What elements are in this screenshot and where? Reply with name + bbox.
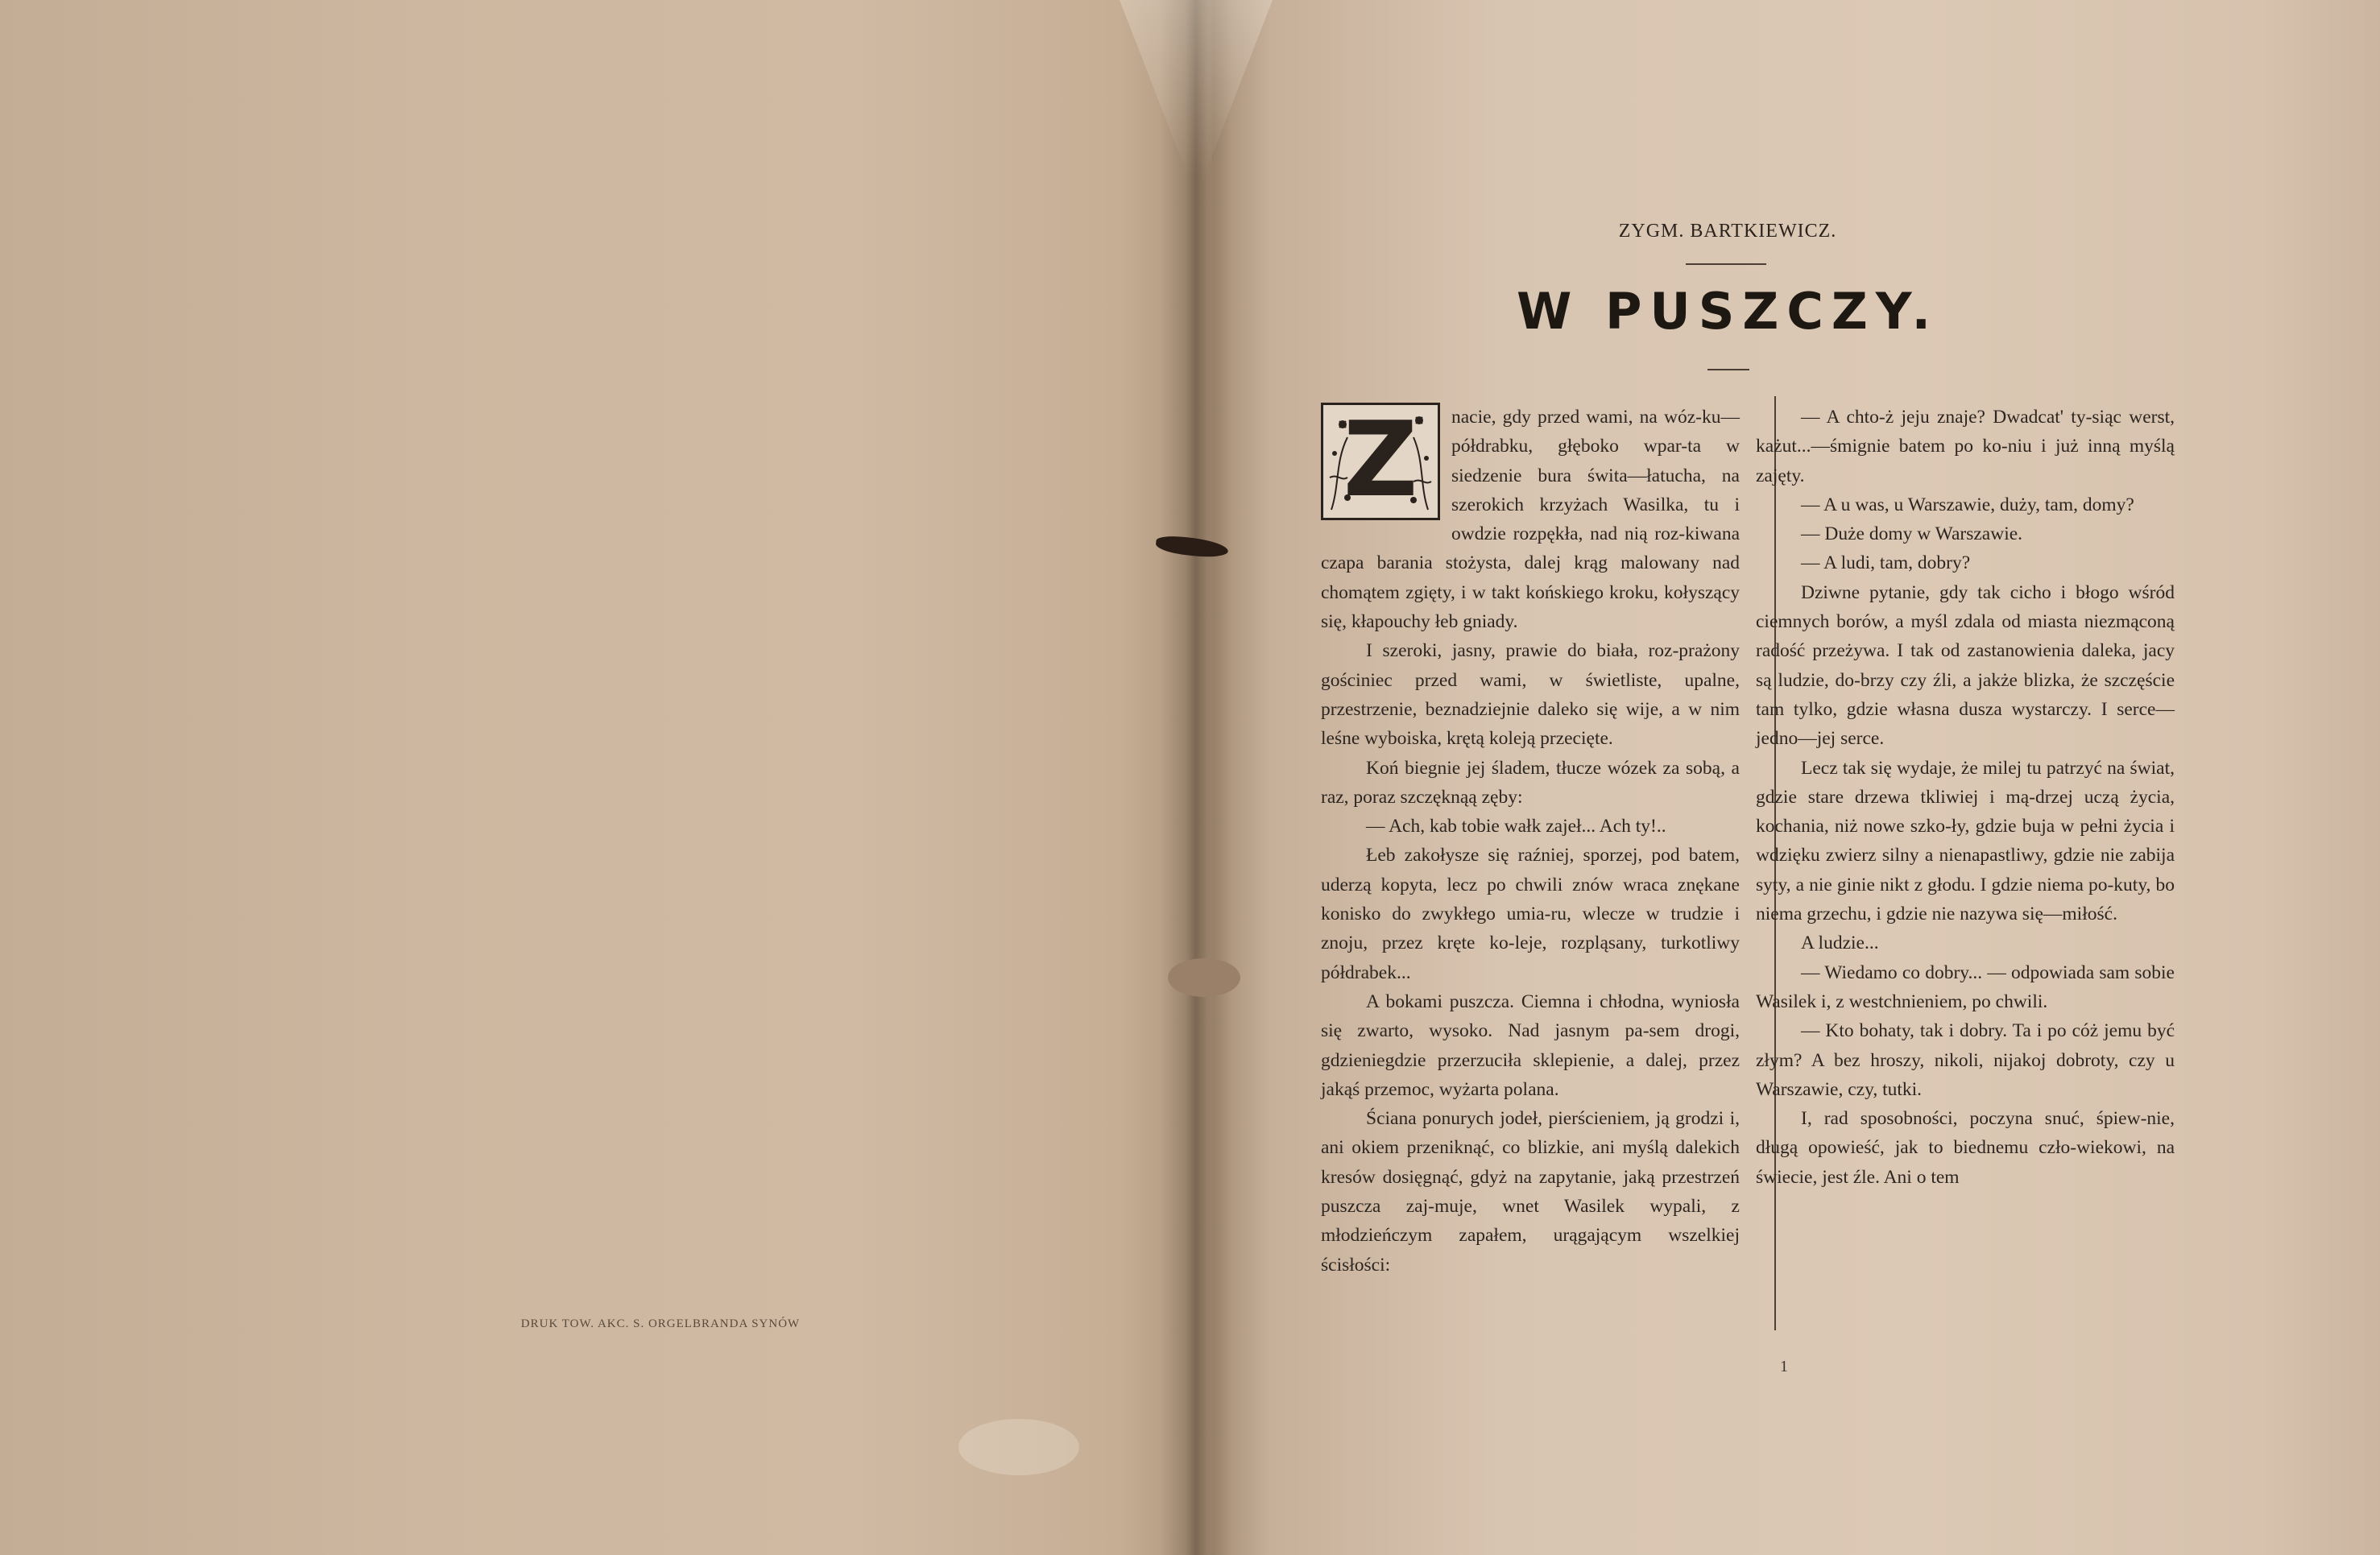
- paragraph: nacie, gdy przed wami, na wóz-ku—półdrabku, głęboko wpar-ta w siedzenie bura świta—łatucha, na szerokich krzyżach Wasilka, tu i owdzie rozpękła, nad nią roz-kiwana czapa barania stożysta, dalej krąg malowany nad chomątem zgięty, i w takt końskiego kroku, kołyszący się, kłapouchy łeb gniady.: [1321, 407, 1740, 633]
- paper-stain: [958, 1419, 1079, 1475]
- decorative-initial: [1321, 403, 1440, 520]
- title-rule: [1707, 369, 1749, 370]
- dialogue-line: — A u was, u Warszawie, duży, tam, domy?: [1801, 494, 2134, 515]
- dialogue-line: — Kto bohaty, tak i dobry. Ta i po cóż jemu być złym? A bez hroszy, nikoli, nijakoj dobroty, czy u Warszawie, czy, tutki.: [1756, 1020, 2175, 1100]
- author-name: ZYGM. BARTKIEWICZ.: [1618, 221, 1837, 242]
- dialogue-line: — Ach, kab tobie wałk zajeł... Ach ty!..: [1366, 816, 1666, 837]
- paragraph: A ludzie...: [1801, 933, 1879, 954]
- page-number: 1: [1780, 1358, 1788, 1375]
- paragraph: I, rad sposobności, poczyna snuć, śpiew-nie, długą opowieść, jak to biednemu czło-wiekowi, na świecie, jest źle. Ani o tem: [1756, 1108, 2175, 1188]
- paragraph: Koń biegnie jej śladem, tłucze wózek za sobą, a raz, poraz szczęknąą zęby:: [1321, 757, 1740, 808]
- paragraph: Łeb zakołysze się raźniej, sporzej, pod batem, uderzą kopyta, lecz po chwili znów wraca znękane konisko do zwykłego umia-ru, wlecze w trudzie i znoju, przez kręte ko-leje, rozpląsany, turkotliwy półdrabek...: [1321, 845, 1740, 983]
- story-title: W PUSZCZY.: [1516, 282, 1939, 341]
- paragraph: A bokami puszcza. Ciemna i chłodna, wyniosła się zwarto, wysoko. Nad jasnym pa-sem drogi, gdzieniegdzie przerzuciła sklepienie, a dalej, przez jakąś przemoc, wyżarta polana.: [1321, 990, 1740, 1100]
- drop-cap-letter: Z: [1343, 403, 1418, 520]
- dialogue-line: — Wiedamo co dobry... — odpowiada sam sobie Wasilek i, z westchnieniem, po chwili.: [1756, 962, 2175, 1012]
- paragraph: Dziwne pytanie, gdy tak cicho i błogo wśród ciemnych borów, a myśl zdala od miasta niezmąconą radość przeżywa. I tak od zastanowienia daleka, jacy są ludzie, do-brzy czy źli, a jakże blizka, że szczęście tam tylko, gdzie własna dusza wystarczy. I serce—jedno—jej serce.: [1756, 581, 2175, 750]
- paper-tear: [1168, 958, 1240, 997]
- paragraph: Ściana ponurych jodeł, pierścieniem, ją grodzi i, ani okiem przeniknąć, co blizkie, ani myślą dalekich kresów dosięgnąć, gdyż na zapytanie, jaką przestrzeń puszcza zaj-muje, wnet Wasilek wypali, z młodzieńczym zapałem, urągającym wszelkiej ścisłości:: [1321, 1108, 1740, 1276]
- dialogue-line: — Duże domy w Warszawie.: [1801, 523, 2023, 545]
- dialogue-line: — A ludi, tam, dobry?: [1801, 552, 1971, 574]
- paragraph: I szeroki, jasny, prawie do biała, roz-prażony gościniec przed wami, w świetliste, upalne, przestrzenie, beznadziejnie daleko się wije, a w nim leśne wyboiska, krętą koleją przecięte.: [1321, 640, 1740, 750]
- text-column-right: [1756, 403, 2175, 1192]
- dialogue-line: — A chto-ż jeju znaje? Dwadcat' ty-siąc werst, każut...—śmignie batem po ko-niu i już inną myślą zajęty.: [1756, 407, 2175, 486]
- author-rule: [1686, 263, 1766, 265]
- text-column-left: [1321, 403, 1740, 1280]
- book-gutter: [1160, 0, 1232, 1555]
- paragraph: Lecz tak się wydaje, że milej tu patrzyć na świat, gdzie stare drzewa tkliwiej i mą-drzej uczą życia, kochania, niż nowe szko-ły, gdzie buja w pełni życia i wdzięku zwierz silny a nienapastliwy, gdzie nie zabija syty, a nie ginie nikt z głodu. I gdzie niema po-kuty, bo niema grzechu, i gdzie nie nazywa się—miłość.: [1756, 757, 2175, 925]
- printer-imprint: DRUK TOW. AKC. S. ORGELBRANDA SYNÓW: [520, 1317, 801, 1330]
